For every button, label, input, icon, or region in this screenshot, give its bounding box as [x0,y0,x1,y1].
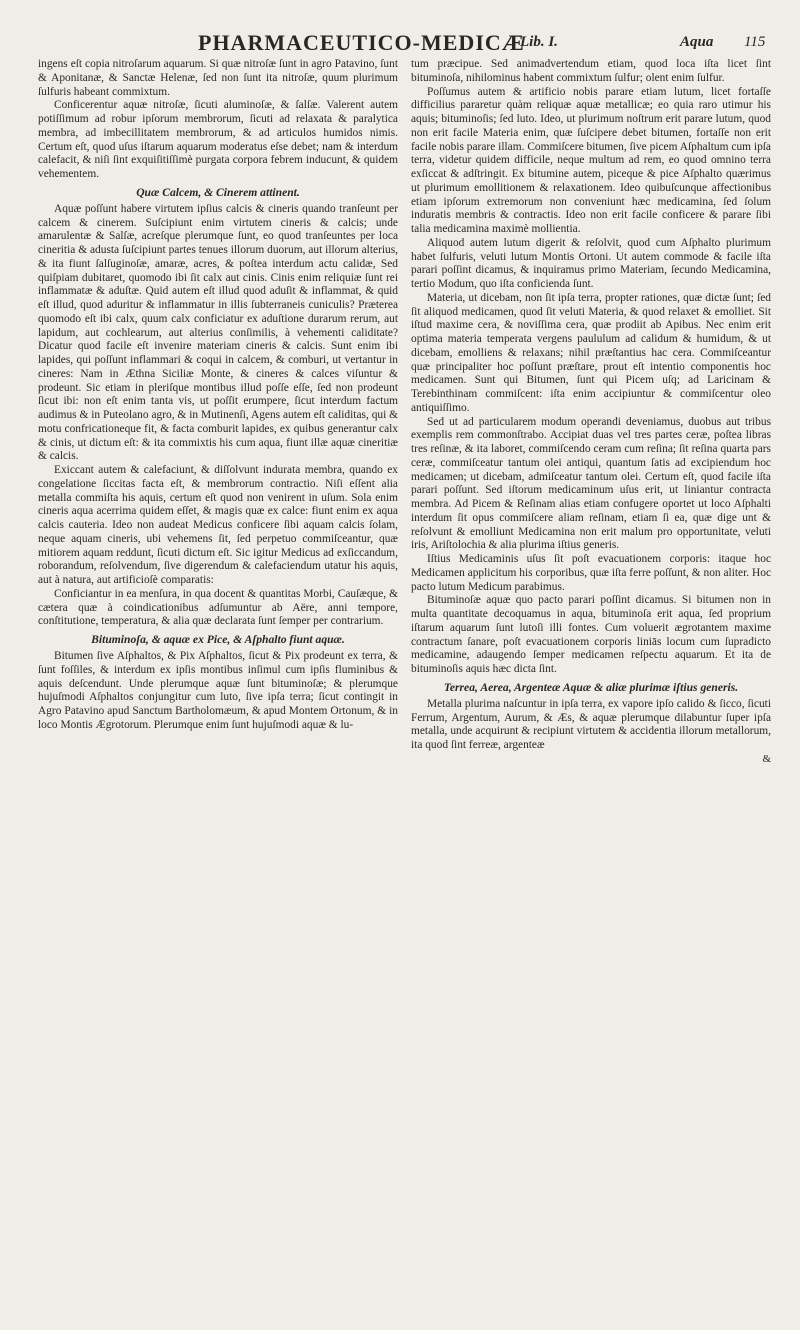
paragraph: Poſſumus autem & artificio nobis parare etiam lutum, licet fortaſſe difficilius pararetur quàm reliquæ aquæ metallicæ; eo quia raro utimur his aquis; bituminoſis; ſed luto. Ideo, ut plurimum noſtrum erit parare lutum, quod non erit facile Materia enim, quæ ſuſcipere debet bitumen, fortaſſe non erit facile nobis parare illam. Commiſcere bitumen, ſive picem Aſphaltum cum ipſa terra, videtur quidem difficile, neque multum ad rem, eo quod omnino terra exſiccat & adſtringit. Ex bituminе autem, piceque & pice Aſphalto quærimus ut plurimum emollitionem & relaxationem. Ideo quibuſcunque affectionibus etiam ipſorum extremorum non conveniunt hæc medicamina, ſed ſolum induratis membris & contractis. Ideo non erit facile conficere & parare ſibi talia medicamina maximè mollientia. [411,85,771,235]
page-header [0,26,800,60]
section-heading: Quæ Calcem, & Cinerem attinent. [136,185,300,199]
paragraph: Conficerentur aquæ nitroſæ, ſicuti aluminoſæ, & ſalſæ. Valerent autem potiſſimum ad robur ipſorum membrorum, ſicuti ad relaxata & paralytica membra, ad imbecillitatem membrorum, & ad articulos humidos nimis. Certum eſt, quod uſus iſtarum aquarum moderatus eſse debet; nam & interdum calefacit, & niſi ſint exquiſitiſſimè purgata corpora febrem inducunt, & quidem vehementem. [38,99,398,180]
paragraph: Sed ut ad particularem modum operandi deveniamus, duobus aut tribus exemplis rem commonſtrabo. Accipiat duas vel tres partes ceræ, poſtea libras tres reſinæ, & ita laboret, commiſcendo ceram cum reſina; ſit reſina quarta pars ceræ, commiſceatur tantum olei antiqui, quantum ſatis ad excipiendum hoc medicamen; ut dicebam, admiſceatur tantum olei. Certum eſt, quod facile iſta parari poſſunt. Sed iſtorum medicaminum uſus erit, ut liniantur contracta membra. Ad Picem & Reſinam alias etiam confugere oportet ut loco Aſphalti interdum ſit opus commiſcere aliam reſinam, etiam ſi ea, quæ dige unt & reſolvunt & emolliunt Medicamina non erit malum pro opportunitate, veluti iris, Ariſtolochia & alia plurima iſtius generis. [411,415,771,552]
paragraph: Materia, ut dicebam, non ſit ipſa terra, propter rationes, quæ dictæ ſunt; ſed ſit aliquod medicamen, quod ſit veluti Materia, & quod relaxet & emolliet. Sit iſtud maxime cera, & noviſſima cera, quæ prodiit ab Apibus. Nec enim erit optima materia temperata vergens paululum ad calidum & humidum, & ut dicebam, emolliens & relaxans; nihil præſtantius hac cera. Commiſceantur quæ principaliter hoc poſſunt præſtare, prout eſt intentio componentis hoc medicamen. Sunt qui Bitumen, ſunt qui Picem uſq; ad Laricinam & Terebinthinam commiſcent: iſta enim accipiuntur & commiſcentur oleo antiquiſſimo. [411,291,771,414]
catchword: & [762,752,771,765]
book-section-label: Lib. I. [520,34,558,50]
page-number: 115 [744,34,766,50]
paragraph: ingens eſt copia nitroſarum aquarum. Si quæ nitroſæ ſunt in agro Patavino, ſunt & Aponitanæ, & Sanctæ Helenæ, ſed non ſunt ita nitroſæ, quum plurimum ſulfuris habeant commixtum. [38,58,398,98]
running-head: PHARMACEUTICO-MEDICÆ [198,30,525,55]
paragraph: tum præcipue. Sed animadvertendum etiam, quod loca iſta licet ſint bituminoſa, nihilominus habent commixtum ſulfur; olent enim ſulfur. [411,58,771,84]
paragraph: Iſtius Medicaminis uſus ſit poſt evacuationem corporis: itaque hoc Medicamen applicitum his corporibus, quæ iſta ferre poſſunt, & non aliter. Hoc pacto lutum Medicum parabimus. [411,553,771,593]
left-column [38,58,398,733]
paragraph: Bituminoſæ aquæ quo pacto parari poſſint dicamus. Si bitumen non in multa quantitate decoquamus in aqua, bituminoſa erit aqua, ſed proprium iſtarum aquarum ſunt lutoſi illi fontes. Cum voluerit ægrotantem maxime contractum ſanare, poſt evacuationem corporis liniās locum cum ſupradicto medicamine, adaugendo ſemper medicamen reſpectu aquarum. Et ita de bituminoſis aquis hæc dicta ſint. [411,594,771,675]
paragraph: Aliquod autem lutum digerit & reſolvit, quod cum Aſphalto plurimum habet ſulfuris, veluti lutum Montis Ortoni. Ut autem commode & facile iſta parari poſſint dicamus, & inquiramus primo Materiam, ſecundo Medicamina, tertio Modum, quo iſta conficienda ſunt. [411,236,771,290]
section-heading: Terrea, Aerea, Argenteæ Aquæ & aliæ plurimæ iſtius generis. [443,680,739,694]
chapter-label: Aqua [680,34,714,50]
paragraph: Conficiantur in ea menſura, in qua docent & quantitas Morbi, Cauſæque, & cætera quæ à coindicationibus adſumuntur ab Aëre, anni tempore, conſtitutione, temperatura, & alia quæ declarata ſunt ſemper per contrarium. [38,587,398,628]
section-heading: Bituminoſa, & aquæ ex Pice, & Aſphalto fiunt aquæ. [91,633,345,646]
paragraph: Exiccant autem & calefaciunt, & diſſolvunt indurata membra, quando ex congelatione ſiccitas facta eſt, & membrorum contractio. Niſi eſſent alia metalla commiſta his aquis, certum eſt quod non venirent in uſum. Sola enim cineris aqua acerrima quidem eſſet, & magis quæ ex calce: fiunt enim ex aqua calcis cauteria. Ideo non audeat Medicus conficere ſibi aquam calcis ſolam, neque aquam cineris, ubi vehemens ſit, ſed perpetuo commiſceantur, quæ mitiorem aquam reddunt, ſicuti dictum eſt. Sic igitur Medicus ad exſiccandum, roborandum, reſolvendum, ſive digerendum & calefaciendum utatur his aquis, aut à natura, aut artificioſè comparatis: [38,464,398,586]
paragraph: Aquæ poſſunt habere virtutem ipſius calcis & cineris quando tranſeunt per calcem & cinerem. Suſcipiunt enim virtutem cineris & calcis; unde amarulentæ & Salſæ, acreſque plerumque ſunt, eo quod tranſeuntes per loca cineritia & adusta ſuſcipiunt partes tenues illorum duorum, aut illorum alterius, & ita fiunt ſalſuginoſæ, amaræ, acres, & poſtea interdum actu calidæ, Sed quiſpiam dubitaret, quomodo ibi ſit calx aut cinis. Cinis enim reliquiæ ſunt rei inflammatæ & aduſtæ. Quid autem eſt illud quod aduſit & inflammat, & quid eſt illud, quod aduritur & inflammatur in illis ſubterraneis cuniculis? Præterea quomodo eſt ibi calx, quum calx conficiatur ex aduſtione durarum rerum, aut lapidum, aut cochlearum, aut alterius conſimilis, à vehementi caliditate? Dicatur quod facile eſt invenire materiam cineris & calcis. Sunt enim ibi lapides, qui poſſunt inflammari & coqui in calcem, & comburi, ut vertantur in cineres: Nam in Æthna Siciliæ Monte, & cineres & calces viſuntur & prodeunt. Sic etiam in pleriſque montibus illud poſſe eſſe, ſed non prodeunt ſicut ibi: non eſt enim tanta vis, ut poſſit erumpere, ſicut interdum factum audimus & in Puteolano agro, & in Mutinenſi, Agens autem eſt caliditas, qui & motu confricationeque fit, & facta comburit lapides, ex quibus generantur calx & cinis, ut dictum eſt: & ita commixtis his cum aqua, fiunt illæ aquæ cineritiæ & calcis. [38,202,398,463]
paragraph: Metalla plurima naſcuntur in ipſa terra, ex vapore ipſo calido & ſicco, ſicuti Ferrum, Argentum, Aurum, & Æs, & aquæ plerumque dilabuntur ſuper ipſa metalla, unde acquirunt & recipiunt virtutem & accidentia illorum metallorum, ita quod ſint ferreæ, argenteæ [411,697,771,751]
right-column [411,58,771,767]
paragraph: Bitumen ſive Aſphaltos, & Pix Aſphaltos, ſicut & Pix prodeunt ex terra, & ſunt foſſiles, & interdum ex ipſis montibus inſimul cum ipſis fluminibus & aquis deſcendunt. Unde plerumque aquæ ſunt bituminoſæ; & plerumque hujuſmodi Aſphaltos conjungitur cum luto, ſive ipſa terra; ſicut contingit in Agro Patavino apud Sanctum Bartholomæum, & apud Montem Ortonum, & in loco Montis Ægrotorum. Plerumque enim ſunt hujuſmodi aquæ & lu- [38,650,398,731]
